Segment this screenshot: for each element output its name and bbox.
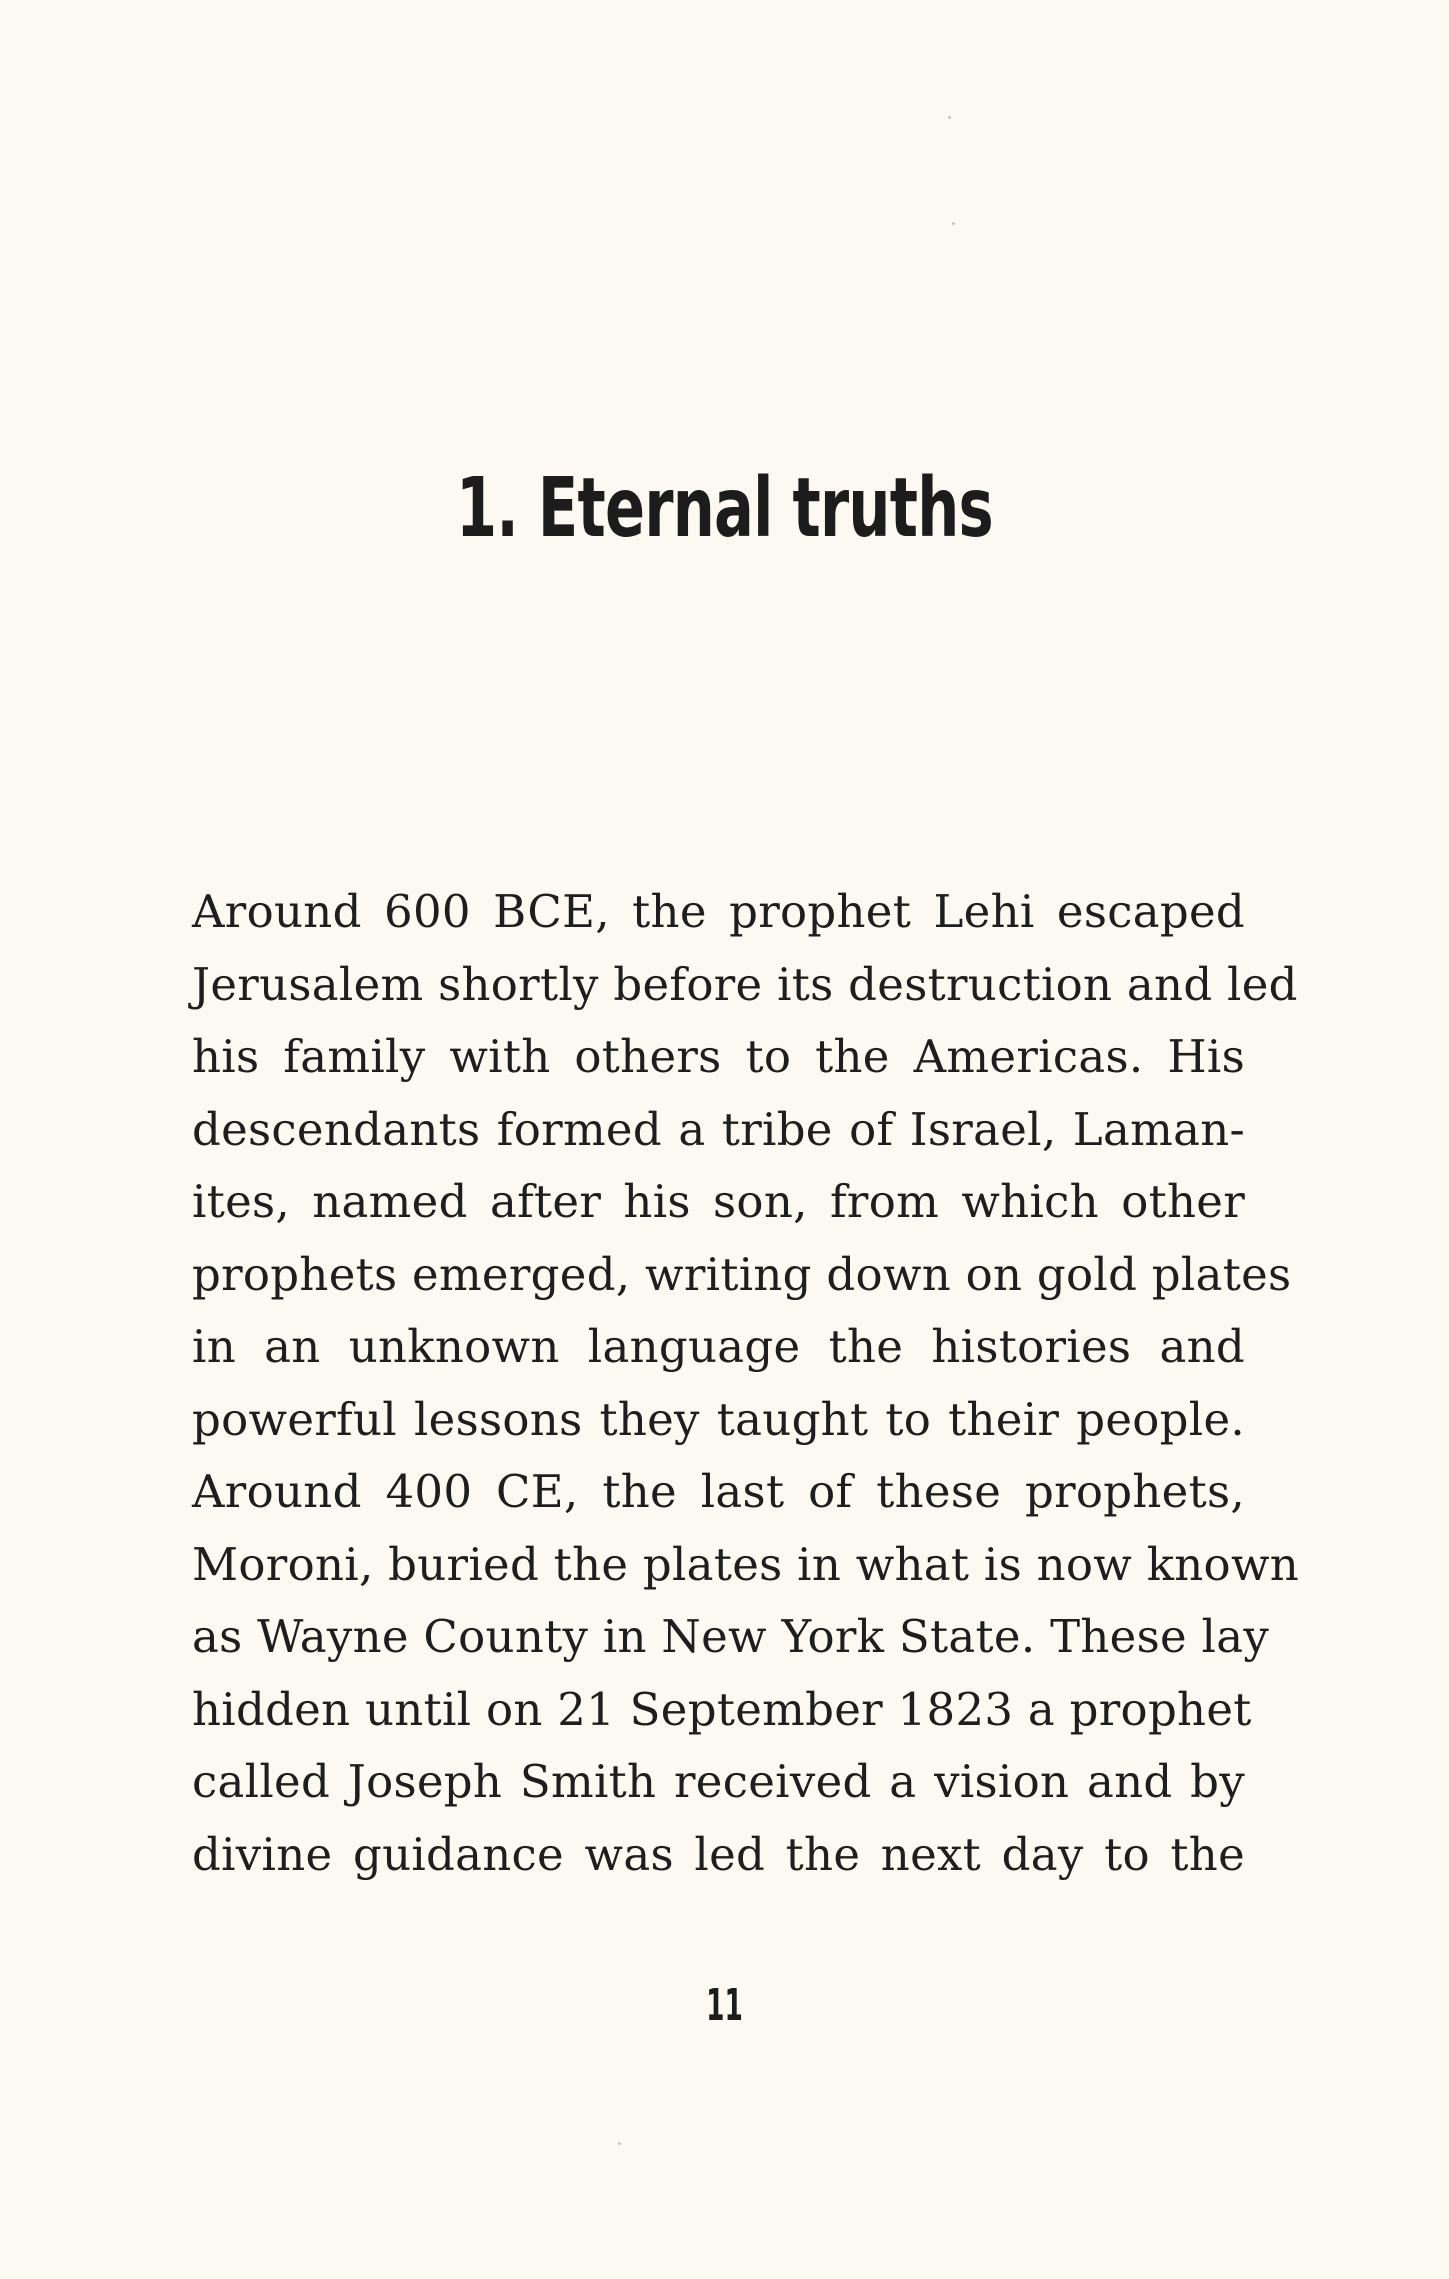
paper-speck: [952, 222, 955, 225]
text-line: hidden until on 21 September 1823 a prophet: [192, 1682, 1252, 1736]
text-line: his family with others to the Americas. His: [192, 1030, 1245, 1083]
text-line: ites, named after his son, from which other: [192, 1175, 1245, 1228]
text-line: Jerusalem shortly before its destruction and led: [192, 957, 1298, 1011]
text-line: divine guidance was led the next day to the: [192, 1827, 1245, 1881]
text-line: Around 600 BCE, the prophet Lehi escaped: [192, 885, 1245, 938]
text-line: called Joseph Smith received a vision and by: [192, 1755, 1245, 1808]
text-line: descendants formed a tribe of Israel, Laman-: [192, 1102, 1245, 1156]
paper-speck: [618, 2142, 621, 2145]
text-line: Moroni, buried the plates in what is now known: [192, 1537, 1300, 1591]
body-text: [192, 876, 1300, 1891]
page-number: 11: [706, 1980, 743, 2031]
text-line: Around 400 CE, the last of these prophets,: [192, 1465, 1245, 1518]
text-line: in an unknown language the histories and: [192, 1320, 1245, 1373]
chapter-title: 1. Eternal truths: [456, 461, 993, 556]
paper-speck: [948, 116, 951, 119]
text-line: powerful lessons they taught to their people.: [192, 1392, 1245, 1446]
text-line: as Wayne County in New York State. These lay: [192, 1610, 1270, 1663]
text-line: prophets emerged, writing down on gold plates: [192, 1247, 1292, 1301]
